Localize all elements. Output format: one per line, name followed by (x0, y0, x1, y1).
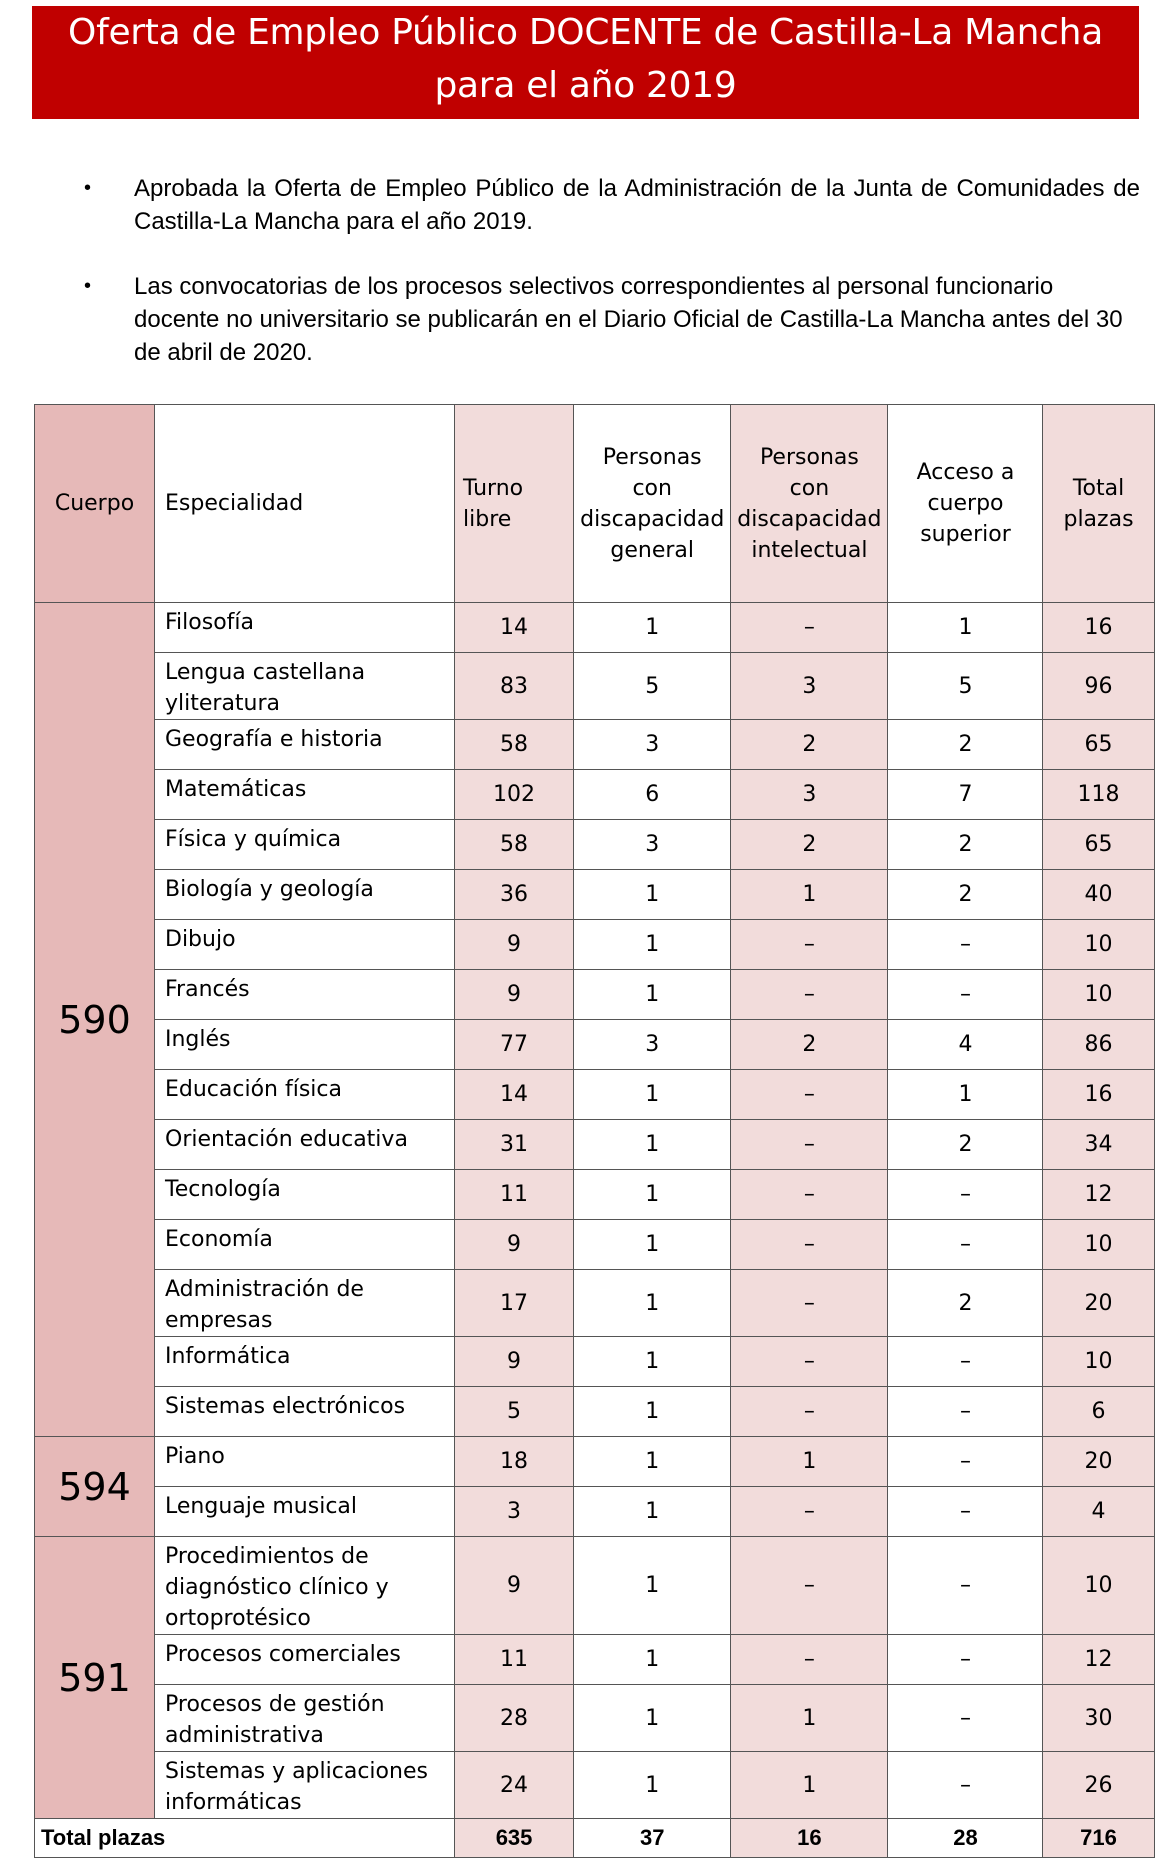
cell-acceso-superior: 2 (888, 1120, 1043, 1170)
cell-discapacidad-intelectual: 3 (731, 653, 888, 720)
cell-acceso-superior: – (888, 1170, 1043, 1220)
total-turno-libre: 635 (455, 1819, 574, 1858)
cell-total-plazas: 26 (1043, 1752, 1154, 1819)
cell-acceso-superior: 2 (888, 720, 1043, 770)
cell-turno-libre: 3 (455, 1487, 574, 1537)
cell-discapacidad-intelectual: – (731, 1337, 888, 1387)
cuerpo-code: 591 (35, 1537, 155, 1819)
cell-especialidad: Lenguaje musical (155, 1487, 455, 1537)
header-especialidad: Especialidad (155, 405, 455, 603)
cell-discapacidad-intelectual: 2 (731, 820, 888, 870)
cell-discapacidad-intelectual: – (731, 1270, 888, 1337)
plazas-table (34, 404, 1155, 1858)
cell-especialidad: Informática (155, 1337, 455, 1387)
cuerpo-code: 590 (35, 603, 155, 1437)
cell-acceso-superior: – (888, 1752, 1043, 1819)
table-row (35, 1685, 1155, 1752)
table-row (35, 1020, 1155, 1070)
cell-discapacidad-intelectual: – (731, 1537, 888, 1635)
cell-total-plazas: 20 (1043, 1270, 1154, 1337)
cuerpo-code: 594 (35, 1437, 155, 1537)
cell-especialidad: Economía (155, 1220, 455, 1270)
cell-turno-libre: 9 (455, 1537, 574, 1635)
cell-discapacidad-general: 1 (574, 1537, 731, 1635)
cell-discapacidad-general: 1 (574, 1220, 731, 1270)
cell-discapacidad-general: 1 (574, 1170, 731, 1220)
cell-discapacidad-intelectual: – (731, 603, 888, 653)
cell-especialidad: Sistemas electrónicos (155, 1387, 455, 1437)
cell-discapacidad-general: 1 (574, 1437, 731, 1487)
cell-total-plazas: 20 (1043, 1437, 1154, 1487)
cell-discapacidad-general: 6 (574, 770, 731, 820)
cell-discapacidad-general: 1 (574, 1752, 731, 1819)
cell-total-plazas: 16 (1043, 1070, 1154, 1120)
cell-turno-libre: 31 (455, 1120, 574, 1170)
bullet-text: Las convocatorias de los procesos selectivos correspondientes al personal funcionario docente no universitario se publicarán en el Diario Oficial de Castilla-La Mancha antes del 30 de abril de 2020. (134, 273, 1123, 366)
cell-acceso-superior: 2 (888, 820, 1043, 870)
total-plazas: 716 (1043, 1819, 1154, 1858)
cell-especialidad: Procedimientos de diagnóstico clínico y ortoprotésico (155, 1537, 455, 1635)
cell-turno-libre: 24 (455, 1752, 574, 1819)
cell-total-plazas: 10 (1043, 1337, 1154, 1387)
title-line-1: Oferta de Empleo Público DOCENTE de Castilla-La Mancha (68, 12, 1103, 53)
cell-turno-libre: 9 (455, 1220, 574, 1270)
cell-acceso-superior: – (888, 970, 1043, 1020)
table-row (35, 653, 1155, 720)
cell-discapacidad-intelectual: – (731, 1070, 888, 1120)
cell-discapacidad-intelectual: – (731, 1487, 888, 1537)
cell-discapacidad-general: 1 (574, 1487, 731, 1537)
cell-turno-libre: 83 (455, 653, 574, 720)
cell-discapacidad-general: 1 (574, 1270, 731, 1337)
cell-total-plazas: 12 (1043, 1170, 1154, 1220)
cell-turno-libre: 14 (455, 1070, 574, 1120)
cell-especialidad: Piano (155, 1437, 455, 1487)
cell-turno-libre: 58 (455, 820, 574, 870)
cell-total-plazas: 4 (1043, 1487, 1154, 1537)
cell-discapacidad-intelectual: 1 (731, 1685, 888, 1752)
cell-turno-libre: 14 (455, 603, 574, 653)
cell-acceso-superior: – (888, 1220, 1043, 1270)
cell-discapacidad-general: 1 (574, 1685, 731, 1752)
table-row (35, 1387, 1155, 1437)
cell-total-plazas: 12 (1043, 1635, 1154, 1685)
cell-total-plazas: 10 (1043, 1220, 1154, 1270)
cell-acceso-superior: – (888, 920, 1043, 970)
table-row (35, 1170, 1155, 1220)
cell-turno-libre: 28 (455, 1685, 574, 1752)
cell-turno-libre: 58 (455, 720, 574, 770)
cell-especialidad: Sistemas y aplicaciones informáticas (155, 1752, 455, 1819)
cell-discapacidad-intelectual: – (731, 1635, 888, 1685)
cell-especialidad: Filosofía (155, 603, 455, 653)
cell-acceso-superior: 1 (888, 603, 1043, 653)
cell-especialidad: Administración de empresas (155, 1270, 455, 1337)
header-discapacidad-intelectual: Personas con discapacidad intelectual (731, 405, 888, 603)
cell-acceso-superior: – (888, 1685, 1043, 1752)
cell-discapacidad-general: 1 (574, 920, 731, 970)
table-row (35, 603, 1155, 653)
cell-acceso-superior: 5 (888, 653, 1043, 720)
totals-row (35, 1819, 1155, 1858)
table-row (35, 1120, 1155, 1170)
cell-discapacidad-intelectual: 2 (731, 1020, 888, 1070)
cell-especialidad: Lengua castellana yliteratura (155, 653, 455, 720)
cell-total-plazas: 86 (1043, 1020, 1154, 1070)
cell-acceso-superior: – (888, 1337, 1043, 1387)
cell-especialidad: Tecnología (155, 1170, 455, 1220)
cell-total-plazas: 10 (1043, 970, 1154, 1020)
cell-total-plazas: 10 (1043, 920, 1154, 970)
cell-total-plazas: 6 (1043, 1387, 1154, 1437)
cell-acceso-superior: – (888, 1537, 1043, 1635)
cell-discapacidad-intelectual: – (731, 1387, 888, 1437)
cell-discapacidad-general: 3 (574, 1020, 731, 1070)
cell-turno-libre: 11 (455, 1635, 574, 1685)
cell-discapacidad-intelectual: 1 (731, 1752, 888, 1819)
cell-discapacidad-intelectual: – (731, 920, 888, 970)
cell-discapacidad-intelectual: – (731, 1220, 888, 1270)
bullet-list (80, 172, 1140, 401)
cell-acceso-superior: – (888, 1635, 1043, 1685)
cell-discapacidad-intelectual: 1 (731, 1437, 888, 1487)
total-discapacidad-general: 37 (574, 1819, 731, 1858)
cell-acceso-superior: 4 (888, 1020, 1043, 1070)
cell-discapacidad-intelectual: – (731, 1120, 888, 1170)
table-row (35, 1752, 1155, 1819)
table-row (35, 1337, 1155, 1387)
cell-especialidad: Educación física (155, 1070, 455, 1120)
cell-turno-libre: 18 (455, 1437, 574, 1487)
cell-turno-libre: 11 (455, 1170, 574, 1220)
table-row (35, 1070, 1155, 1120)
cell-turno-libre: 9 (455, 1337, 574, 1387)
bullet-marker: • (84, 177, 92, 199)
header-acceso-superior: Acceso a cuerpo superior (888, 405, 1043, 603)
table-row (35, 870, 1155, 920)
cell-total-plazas: 96 (1043, 653, 1154, 720)
table-row (35, 1437, 1155, 1487)
header-row (35, 405, 1155, 603)
bullet-text: Aprobada la Oferta de Empleo Público de la Administración de la Junta de Comunidades de Castilla-La Mancha para el año 2019. (134, 175, 1140, 235)
header-cuerpo: Cuerpo (35, 405, 155, 603)
cell-total-plazas: 65 (1043, 820, 1154, 870)
cell-acceso-superior: – (888, 1437, 1043, 1487)
cell-especialidad: Matemáticas (155, 770, 455, 820)
cell-discapacidad-general: 3 (574, 820, 731, 870)
table-row (35, 920, 1155, 970)
table-row (35, 1220, 1155, 1270)
cell-discapacidad-general: 1 (574, 1120, 731, 1170)
cell-discapacidad-general: 1 (574, 1070, 731, 1120)
header-total-plazas: Total plazas (1043, 405, 1154, 603)
cell-turno-libre: 9 (455, 970, 574, 1020)
cell-especialidad: Física y química (155, 820, 455, 870)
title-banner (32, 6, 1139, 119)
cell-total-plazas: 65 (1043, 720, 1154, 770)
cell-especialidad: Francés (155, 970, 455, 1020)
cell-especialidad: Dibujo (155, 920, 455, 970)
cell-discapacidad-general: 1 (574, 870, 731, 920)
cell-discapacidad-intelectual: 3 (731, 770, 888, 820)
bullet-marker: • (84, 275, 92, 297)
cell-discapacidad-general: 1 (574, 1337, 731, 1387)
cell-acceso-superior: – (888, 1387, 1043, 1437)
cell-especialidad: Inglés (155, 1020, 455, 1070)
cell-turno-libre: 9 (455, 920, 574, 970)
cell-discapacidad-general: 1 (574, 1387, 731, 1437)
total-acceso-superior: 28 (888, 1819, 1043, 1858)
table-row (35, 1635, 1155, 1685)
table-row (35, 970, 1155, 1020)
cell-total-plazas: 40 (1043, 870, 1154, 920)
cell-especialidad: Orientación educativa (155, 1120, 455, 1170)
cell-total-plazas: 30 (1043, 1685, 1154, 1752)
cell-turno-libre: 17 (455, 1270, 574, 1337)
cell-total-plazas: 16 (1043, 603, 1154, 653)
cell-turno-libre: 102 (455, 770, 574, 820)
cell-discapacidad-general: 3 (574, 720, 731, 770)
cell-discapacidad-general: 1 (574, 603, 731, 653)
cell-especialidad: Procesos de gestión administrativa (155, 1685, 455, 1752)
cell-discapacidad-general: 5 (574, 653, 731, 720)
table-row (35, 1487, 1155, 1537)
bullet-item (80, 270, 1140, 369)
totals-label: Total plazas (35, 1819, 455, 1858)
cell-turno-libre: 77 (455, 1020, 574, 1070)
cell-acceso-superior: – (888, 1487, 1043, 1537)
cell-turno-libre: 5 (455, 1387, 574, 1437)
cell-acceso-superior: 2 (888, 870, 1043, 920)
title-line-2: para el año 2019 (434, 65, 737, 106)
header-discapacidad-general: Personas con discapacidad general (574, 405, 731, 603)
table-row (35, 720, 1155, 770)
cell-turno-libre: 36 (455, 870, 574, 920)
total-discapacidad-intelectual: 16 (731, 1819, 888, 1858)
cell-total-plazas: 10 (1043, 1537, 1154, 1635)
cell-discapacidad-intelectual: – (731, 970, 888, 1020)
table-row (35, 770, 1155, 820)
cell-acceso-superior: 2 (888, 1270, 1043, 1337)
cell-especialidad: Biología y geología (155, 870, 455, 920)
table-row (35, 1537, 1155, 1635)
cell-discapacidad-intelectual: – (731, 1170, 888, 1220)
cell-especialidad: Geografía e historia (155, 720, 455, 770)
bullet-item (80, 172, 1140, 238)
cell-total-plazas: 34 (1043, 1120, 1154, 1170)
table-row (35, 820, 1155, 870)
cell-discapacidad-intelectual: 1 (731, 870, 888, 920)
cell-discapacidad-intelectual: 2 (731, 720, 888, 770)
cell-total-plazas: 118 (1043, 770, 1154, 820)
table-row (35, 1270, 1155, 1337)
header-turno-libre: Turno libre (455, 405, 574, 603)
cell-acceso-superior: 7 (888, 770, 1043, 820)
cell-especialidad: Procesos comerciales (155, 1635, 455, 1685)
cell-acceso-superior: 1 (888, 1070, 1043, 1120)
cell-discapacidad-general: 1 (574, 970, 731, 1020)
cell-discapacidad-general: 1 (574, 1635, 731, 1685)
